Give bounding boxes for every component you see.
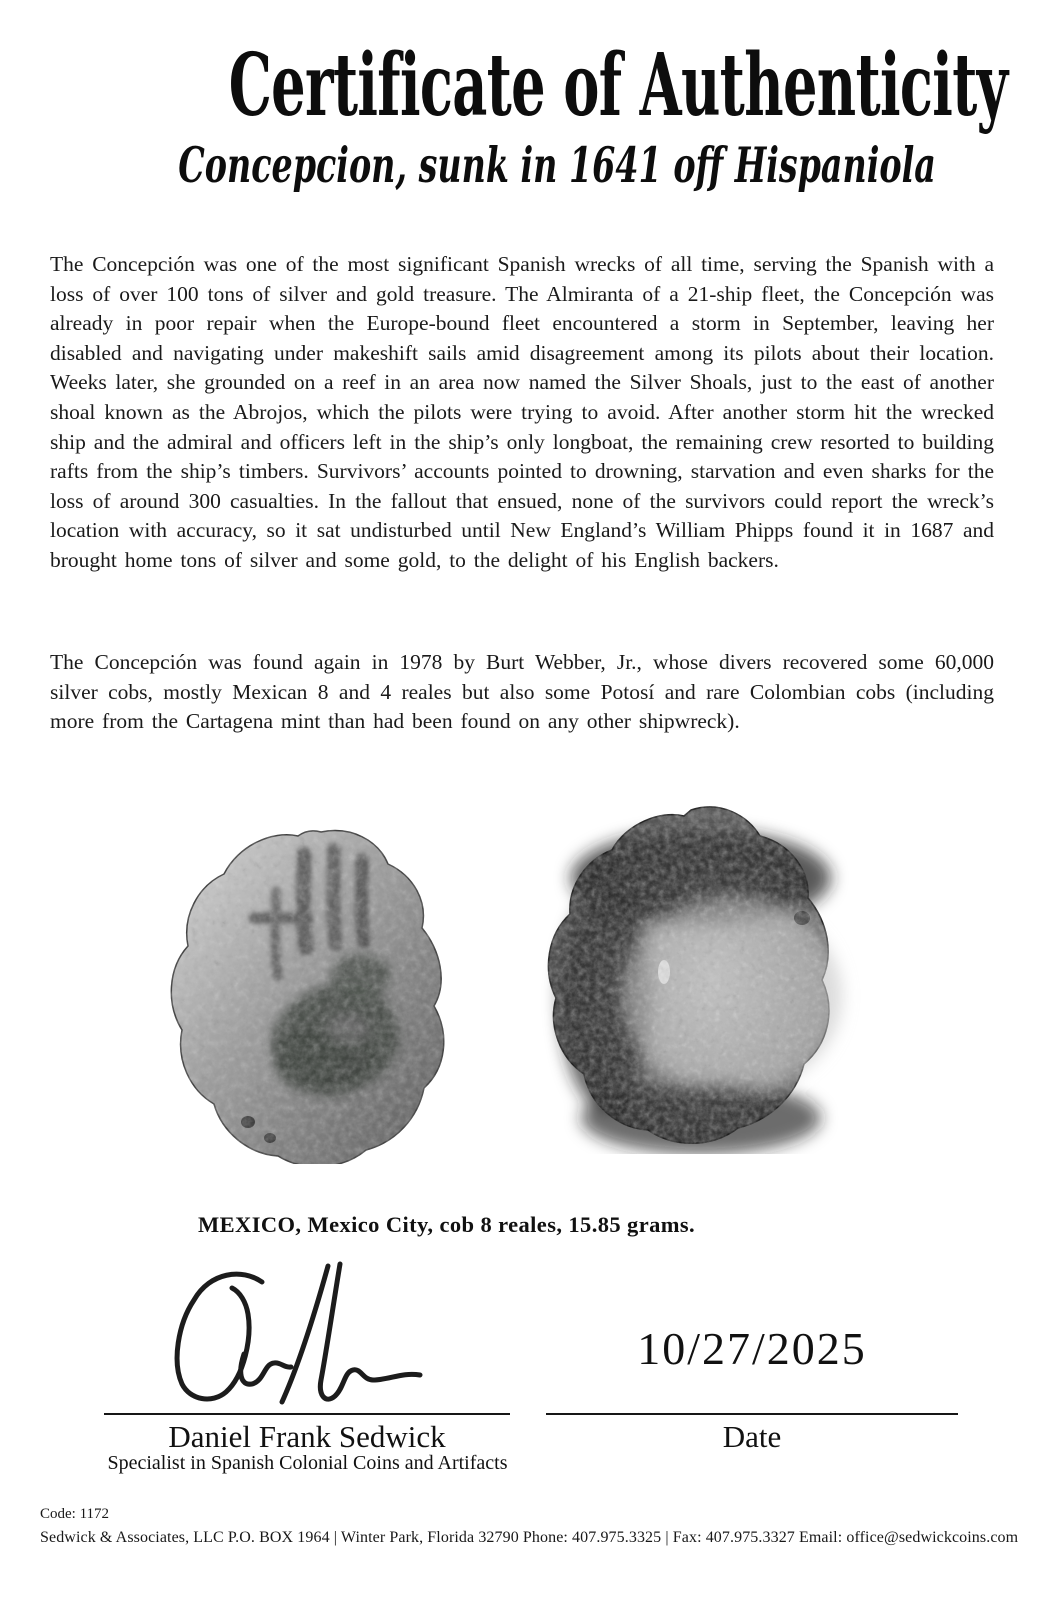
date-value: 10/27/2025 <box>637 1323 867 1374</box>
signature-line <box>104 1413 510 1415</box>
company-contact: Sedwick & Associates, LLC P.O. BOX 1964 | Winter Park, Florida 32790 Phone: 407.975.3325 | Fax: 407.975.3327 Email: office@sedwickcoins.com <box>40 1529 1019 1546</box>
signature-image <box>158 1260 438 1412</box>
certificate-code: Code: 1172 <box>40 1506 110 1522</box>
certificate-title: Certificate of Authenticity <box>228 35 1008 136</box>
coin-photos <box>150 796 914 1162</box>
date-line <box>546 1413 958 1415</box>
certificate-subtitle: Concepcion, sunk in 1641 off Hispaniola <box>178 136 936 194</box>
coin-description: MEXICO, Mexico City, cob 8 reales, 15.85 grams. <box>198 1212 696 1237</box>
history-paragraph-2: The Concepción was found again in 1978 by Burt Webber, Jr., whose divers recovered some 60,000 silver cobs, mostly Mexican 8 and 4 reales but also some Potosí and rare Colombian cobs (including more from the Cartagena mint than had been found on any other shipwreck). <box>50 650 994 734</box>
history-paragraph-1: The Concepción was one of the most significant Spanish wrecks of all time, serving the Spanish with a loss of over 100 tons of silver and gold treasure. The Almiranta of a 21-ship fleet, the Concepción was already in poor repair when the Europe-bound fleet encountered a storm in September, leaving her disabled and navigating under makeshift sails amid disagreement among its pilots about their location. Weeks later, she grounded on a reef in an area now named the Silver Shoals, just to the east of another shoal known as the Abrojos, which the pilots were trying to avoid. After another storm hit the wrecked ship and the admiral and officers left in the ship’s only longboat, the remaining crew resorted to building rafts from the ship’s timbers. Survivors’ accounts pointed to drowning, starvation and even sharks for the loss of around 300 casualties. In the fallout that ensued, none of the survivors could report the wreck’s location with accuracy, so it sat undisturbed until New England’s William Phipps found it in 1687 and brought home tons of silver and some gold, to the delight of his English backers. <box>50 252 994 572</box>
signer-name: Daniel Frank Sedwick <box>168 1419 446 1454</box>
signer-title: Specialist in Spanish Colonial Coins and Artifacts <box>107 1452 508 1474</box>
date-label: Date <box>722 1419 782 1454</box>
certificate-header <box>0 34 1044 196</box>
coin-reverse-photo <box>496 800 906 1154</box>
coin-obverse-photo <box>156 826 498 1164</box>
